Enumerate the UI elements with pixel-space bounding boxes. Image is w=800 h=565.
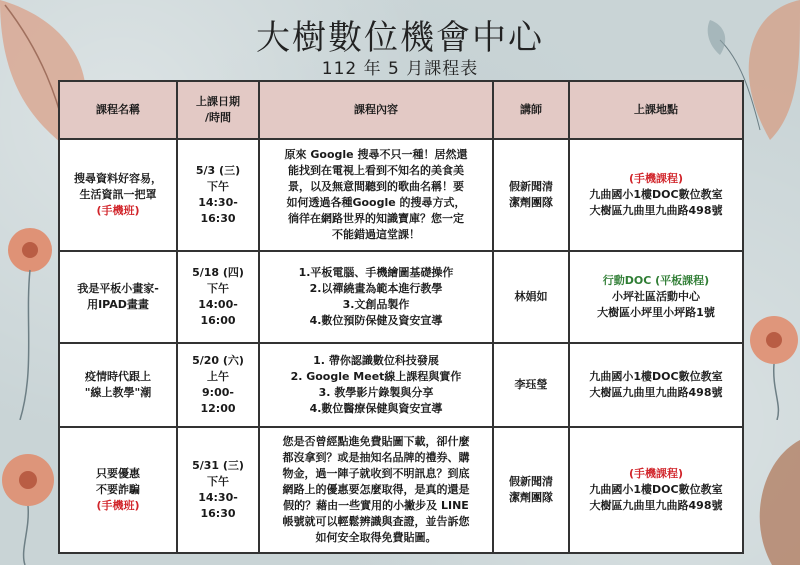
course-content-cell (259, 251, 493, 343)
end-time-line: 16:30 (200, 506, 236, 520)
content-line: 原來 Google 搜尋不只一種！居然還 (284, 148, 468, 162)
location-line: 九曲國小1樓DOC數位教室 (589, 188, 723, 202)
teacher-cell (493, 427, 569, 553)
start-time-line: 14:30- (198, 196, 238, 209)
course-name-line: 用IPAD畫畫 (87, 298, 149, 311)
location-tag: (手機課程) (628, 467, 684, 481)
header-course-name: 課程名稱 (59, 81, 177, 139)
course-name-cell (59, 427, 177, 553)
date-line: 5/18 (四) (192, 266, 244, 280)
location-line: 九曲國小1樓DOC數位教室 (589, 483, 723, 497)
content-line: 能找到在電視上看到不知名的美食美 (288, 164, 464, 178)
table-row (59, 139, 743, 251)
content-line: 如何安全取得免費貼圖。 (315, 530, 437, 544)
course-name-line: 不要詐騙 (96, 483, 140, 497)
course-name-line: "線上教學"潮 (84, 386, 152, 399)
end-time-line: 16:30 (200, 211, 236, 225)
teacher-line: 假新聞清 (509, 180, 553, 194)
teacher-line: 林娟如 (514, 290, 548, 304)
location-cell (569, 427, 743, 553)
course-name-cell (59, 343, 177, 427)
leaf-decoration-bottom-right (742, 430, 800, 565)
content-line: 2. Google Meet線上課程與實作 (290, 370, 462, 384)
content-line: 4.數位醫療保健與資安宣導 (309, 401, 443, 415)
course-name-cell (59, 251, 177, 343)
content-line: 物金，過一陣子就收到不明訊息？到底 (282, 467, 470, 481)
page-subtitle: 112 年 5 月課程表 (321, 59, 479, 79)
table-row (59, 251, 743, 343)
start-time-line: 14:30- (198, 491, 238, 504)
course-schedule-table (58, 80, 744, 554)
content-line: 都沒拿到？或是抽知名品牌的禮券、購 (282, 451, 470, 465)
end-time-line: 12:00 (200, 401, 236, 415)
course-tag: (手機班) (96, 498, 140, 512)
location-cell (569, 343, 743, 427)
table-row (59, 343, 743, 427)
teacher-cell (493, 251, 569, 343)
page-title: 大樹數位機會中心 (256, 18, 544, 58)
content-line: 4.數位預防保健及資安宣導 (309, 313, 443, 327)
location-cell (569, 251, 743, 343)
date-time-cell (177, 427, 259, 553)
course-name-line: 搜尋資料好容易， (74, 172, 162, 186)
content-line: 網路上的優惠要怎麼取得，是真的還是 (282, 483, 470, 497)
course-tag: (手機班) (96, 203, 140, 217)
table-row (59, 427, 743, 553)
date-line: 5/3 (三) (195, 164, 241, 178)
date-time-cell (177, 139, 259, 251)
location-tag: (手機課程) (628, 172, 684, 186)
content-line: 不能錯過這堂課！ (332, 227, 420, 241)
location-tag: 行動DOC (平板課程) (602, 274, 710, 288)
content-line: 徜徉在網路世界的知識寶庫？您一定 (288, 211, 464, 225)
start-time-line: 9:00- (202, 386, 234, 399)
course-content-cell (259, 343, 493, 427)
flower-decoration-right (742, 300, 800, 420)
teacher-line: 潔劑團隊 (509, 491, 553, 504)
period-line: 下午 (207, 475, 229, 489)
content-line: 假的？藉由一些實用的小撇步及 LINE (283, 498, 469, 512)
header-content: 課程內容 (259, 81, 493, 139)
date-line: 5/31 (三) (192, 459, 244, 473)
course-name-line: 我是平板小畫家- (77, 282, 159, 296)
location-line: 小坪社區活動中心 (612, 290, 700, 304)
location-line: 九曲國小1樓DOC數位教室 (589, 370, 723, 384)
header-location: 上課地點 (569, 81, 743, 139)
course-name-cell (59, 139, 177, 251)
location-line: 大樹區九曲里九曲路498號 (589, 386, 723, 399)
content-line: 如何透過各種Google 的搜尋方式， (286, 196, 466, 209)
period-line: 下午 (207, 282, 229, 296)
date-time-cell (177, 343, 259, 427)
period-line: 下午 (207, 180, 229, 194)
teacher-line: 李珏瑩 (514, 378, 548, 392)
end-time-line: 16:00 (200, 313, 236, 327)
teacher-line: 假新聞清 (509, 475, 553, 489)
course-content-cell (259, 139, 493, 251)
teacher-line: 潔劑團隊 (509, 196, 553, 209)
content-line: 1. 帶你認識數位科技發展 (313, 354, 439, 368)
course-name-line: 疫情時代跟上 (85, 370, 151, 384)
period-line: 上午 (207, 370, 229, 384)
date-line: 5/20 (六) (192, 354, 244, 368)
course-name-line: 只要優惠 (96, 467, 140, 481)
course-name-line: 生活資訊一把罩 (79, 188, 157, 202)
content-line: 3. 教學影片錄製與分享 (318, 386, 434, 399)
start-time-line: 14:00- (198, 298, 238, 311)
content-line: 3.文創品製作 (342, 298, 410, 311)
location-line: 大樹區小坪里小坪路1號 (597, 305, 715, 319)
teacher-cell (493, 343, 569, 427)
location-line: 大樹區九曲里九曲路498號 (589, 498, 723, 512)
table-header-row (59, 81, 743, 139)
teacher-cell (493, 139, 569, 251)
header-date-time: 上課日期 /時間 (177, 81, 259, 139)
content-line: 2.以禪繞畫為範本進行教學 (309, 282, 443, 296)
location-cell (569, 139, 743, 251)
content-line: 您是否曾經點進免費貼圖下載，卻什麼 (282, 435, 470, 449)
content-line: 景，以及無意間聽到的歌曲名稱！要 (288, 180, 464, 194)
content-line: 帳號就可以輕鬆辨識與查證，並告訴您 (282, 514, 470, 528)
location-line: 大樹區九曲里九曲路498號 (589, 203, 723, 217)
header-teacher: 講師 (493, 81, 569, 139)
content-line: 1.平板電腦、手機繪圖基礎操作 (298, 266, 454, 280)
date-time-cell (177, 251, 259, 343)
course-content-cell (259, 427, 493, 553)
